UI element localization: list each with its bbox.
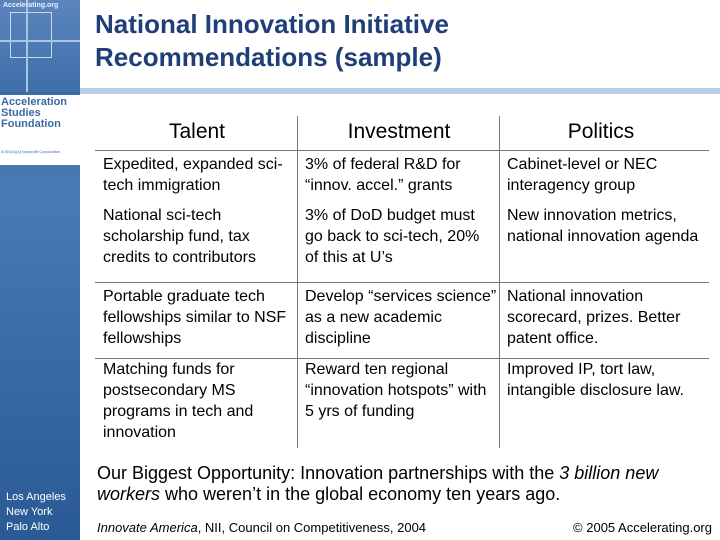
cell-r3-investment: Develop “services science” as a new academic discipline <box>305 288 497 347</box>
city-2: New York <box>6 506 53 518</box>
logo-text <box>1 97 81 130</box>
cell-r3-politics: National innovation scorecard, prizes. Better patent office. <box>507 288 681 347</box>
cell-r4-investment: Reward ten regional “innovation hotspots” with 5 yrs of funding <box>305 361 487 420</box>
slide-title-line-1: National Innovation Initiative <box>95 9 449 39</box>
sidebar <box>0 0 80 540</box>
cell-r2-talent: National sci-tech scholarship fund, tax credits to contributors <box>103 207 256 266</box>
logo-subtitle: A 501(c)(3) Nonprofit Corporation <box>1 149 61 154</box>
source-citation <box>97 520 426 535</box>
cell-r2-investment: 3% of DoD budget must go back to sci-tech, 20% of this at U’s <box>305 207 480 266</box>
cell-r4-talent: Matching funds for postsecondary MS programs in tech and innovation <box>103 361 254 441</box>
logo-line-1: Acceleration <box>1 96 68 108</box>
sidebar-graphic <box>0 0 80 92</box>
opportunity-text-1: Our Biggest Opportunity: Innovation partnerships with the <box>97 463 560 483</box>
cell-r1-talent: Expedited, expanded sci-tech immigration <box>103 156 283 194</box>
logo-mark-box <box>10 12 52 58</box>
header-talent: Talent <box>168 120 226 143</box>
foundation-logo <box>0 95 80 165</box>
copyright-notice: © 2005 Accelerating.org <box>573 520 712 535</box>
recommendations-table <box>95 116 709 448</box>
logo-mark-horizontal <box>0 40 80 42</box>
slide-title <box>95 8 695 74</box>
opportunity-statement <box>97 463 707 505</box>
title-rule <box>80 88 720 94</box>
row-divider-2 <box>95 282 709 283</box>
opportunity-emphasis: 3 billion new workers <box>97 463 659 504</box>
city-list <box>6 490 66 535</box>
cell-r3-talent: Portable graduate tech fellowships similar to NSF fellowships <box>103 288 287 347</box>
cell-r4-politics: Improved IP, tort law, intangible disclosure law. <box>507 361 684 399</box>
header-divider <box>95 150 709 151</box>
source-details: , NII, Council on Competitiveness, 2004 <box>197 520 427 535</box>
cell-r1-investment: 3% of federal R&D for “innov. accel.” grants <box>305 156 461 194</box>
opportunity-text-2: who weren’t in the global economy ten years ago. <box>160 484 561 504</box>
cell-r2-politics: New innovation metrics, national innovation agenda <box>507 207 699 245</box>
logo-line-3: Foundation <box>1 118 61 130</box>
city-3: Palo Alto <box>6 521 50 533</box>
slide-title-line-2: Recommendations (sample) <box>95 42 442 72</box>
logo-line-2: Studies <box>1 107 41 119</box>
city-1: Los Angeles <box>6 491 66 503</box>
logo-mark-vertical <box>26 0 28 92</box>
cell-r1-politics: Cabinet-level or NEC interagency group <box>507 156 658 194</box>
site-label[interactable]: Accelerating.org <box>3 2 59 9</box>
header-politics: Politics <box>567 120 635 143</box>
source-title: Innovate America <box>97 520 198 535</box>
header-investment: Investment <box>347 120 451 143</box>
